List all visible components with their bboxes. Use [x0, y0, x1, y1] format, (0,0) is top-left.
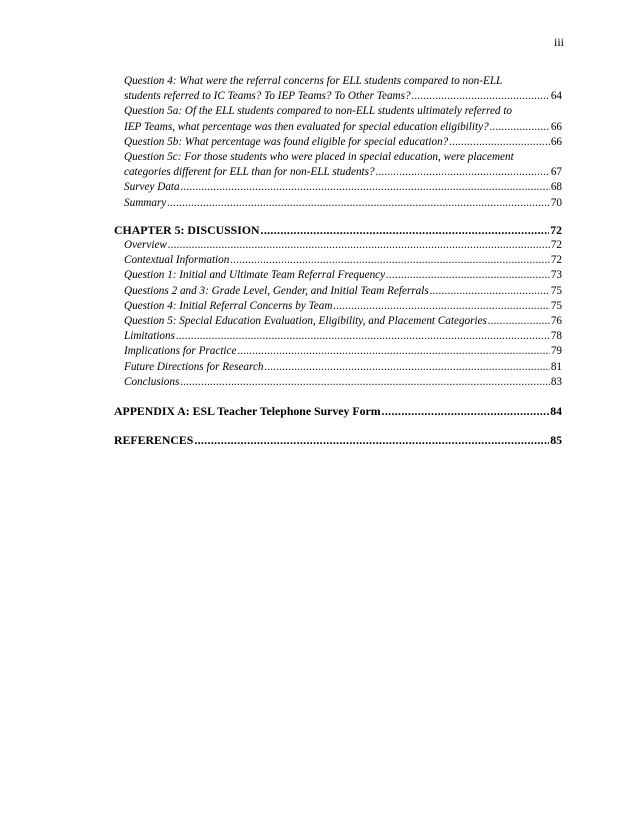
toc-entry-label: Question 1: Initial and Ultimate Team Referral Frequency	[124, 269, 386, 282]
toc-entry-page: 68	[550, 181, 562, 194]
toc-entry-page: 70	[550, 196, 562, 209]
toc-entry-label: Implications for Practice	[124, 345, 237, 358]
toc-entry-page: 73	[550, 269, 562, 282]
toc-appendix-heading	[114, 404, 562, 419]
toc-entry	[114, 360, 562, 375]
leader-dots	[488, 314, 550, 329]
toc-entry	[114, 196, 562, 211]
toc-entry-page: 67	[550, 166, 562, 179]
leader-dots	[376, 165, 550, 180]
toc-entry	[114, 180, 562, 195]
toc-entry-label: Limitations	[124, 330, 175, 343]
toc-line: Question 4: What were the referral concerns for ELL students compared to non-ELL	[124, 75, 503, 87]
toc-entry	[114, 253, 562, 268]
toc-entry-label: Future Directions for Research	[124, 360, 264, 373]
leader-dots	[176, 329, 550, 344]
toc-entry	[114, 268, 562, 283]
toc-line: Question 5a: Of the ELL students compared to non-ELL students ultimately referred to	[124, 105, 513, 118]
leader-dots	[237, 344, 549, 359]
leader-dots	[449, 135, 550, 150]
toc-entry-label: Question 5: Special Education Evaluation, Eligibility, and Placement Categories	[124, 315, 487, 328]
toc-entry-label: Contextual Information	[124, 254, 230, 267]
appendix-page: 84	[550, 404, 562, 419]
leader-dots	[230, 253, 549, 268]
leader-dots	[194, 433, 549, 448]
toc-entry-page: 66	[550, 135, 562, 148]
chapter-page: 72	[550, 222, 562, 237]
toc-references-heading	[114, 433, 562, 448]
toc-entry-label: IEP Teams, what percentage was then evaluated for special education eligibility?	[124, 120, 489, 133]
toc-line: Question 5c: For those students who were placed in special education, were placement	[124, 151, 514, 164]
toc-entry	[114, 375, 562, 390]
toc-entry-page: 72	[550, 239, 562, 252]
toc-entry-label: categories different for ELL than for non-ELL students?	[124, 166, 375, 179]
toc-entry-label: Conclusions	[124, 375, 180, 388]
toc-entry-label: Question 5b: What percentage was found eligible for special education?	[124, 135, 449, 148]
leader-dots	[181, 180, 550, 195]
toc-entry-page: 83	[550, 375, 562, 388]
toc-entry	[114, 165, 562, 180]
toc-entry-label: Question 4: Initial Referral Concerns by Team	[124, 299, 333, 312]
toc-entry-label: students referred to IC Teams? To IEP Teams? To Other Teams?	[124, 90, 411, 103]
toc-entry-page: 72	[550, 254, 562, 267]
toc-entry-page: 81	[550, 360, 562, 373]
toc-entry-page: 75	[550, 284, 562, 297]
leader-dots	[167, 196, 550, 211]
toc-entry	[114, 120, 562, 135]
toc-entry	[114, 299, 562, 314]
toc-entry-page: 64	[550, 90, 562, 103]
appendix-title: APPENDIX A: ESL Teacher Telephone Survey Form	[114, 404, 381, 419]
toc-entry-label: Summary	[124, 196, 167, 209]
toc-chapter-heading	[114, 223, 562, 238]
chapter-title: CHAPTER 5: DISCUSSION	[114, 222, 260, 237]
toc-entry	[114, 344, 562, 359]
toc-entry-label: Survey Data	[124, 181, 180, 194]
toc-entry	[114, 284, 562, 299]
toc-entry	[114, 238, 562, 253]
toc-entry-label: Questions 2 and 3: Grade Level, Gender, and Initial Team Referrals	[124, 284, 429, 297]
leader-dots	[386, 268, 550, 283]
leader-dots	[333, 299, 549, 314]
leader-dots	[430, 284, 550, 299]
leader-dots	[382, 404, 550, 419]
references-page: 85	[550, 433, 562, 448]
leader-dots	[261, 223, 550, 238]
leader-dots	[412, 89, 550, 104]
toc-entry-page: 78	[550, 330, 562, 343]
toc-entry-page: 66	[550, 120, 562, 133]
page-number: iii	[553, 35, 564, 49]
toc-entry	[114, 329, 562, 344]
toc-entry-page: 75	[550, 299, 562, 312]
toc-entry	[114, 135, 562, 150]
references-title: REFERENCES	[114, 433, 194, 448]
toc-entry	[114, 89, 562, 104]
leader-dots	[490, 120, 550, 135]
table-of-contents	[114, 74, 562, 448]
toc-entry-page: 79	[550, 345, 562, 358]
leader-dots	[168, 238, 550, 253]
leader-dots	[180, 375, 549, 390]
leader-dots	[265, 360, 550, 375]
toc-entry-label: Overview	[124, 239, 167, 252]
toc-entry	[114, 314, 562, 329]
toc-entry-page: 76	[550, 315, 562, 328]
